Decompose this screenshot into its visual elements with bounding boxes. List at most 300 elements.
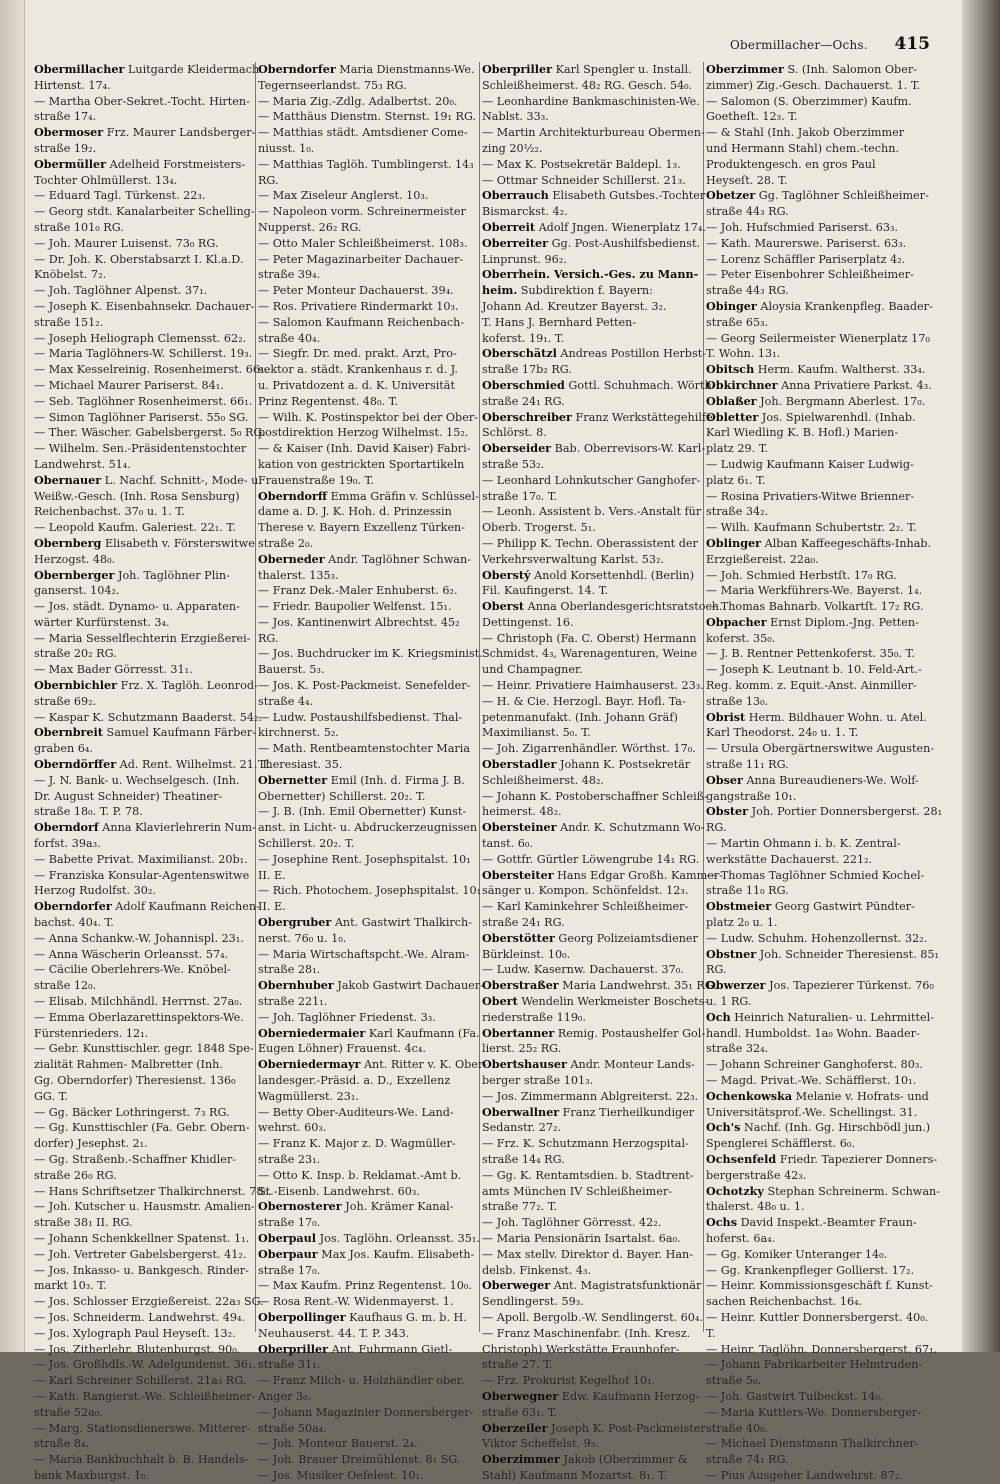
entry-text: Joseph K. Post-Packmeister: [551, 1421, 706, 1435]
directory-entry-line: [258, 315, 476, 331]
entry-text: — Christoph (Fa. C. Oberst) Hermann: [482, 631, 697, 645]
directory-entry-line: [706, 141, 924, 157]
directory-entry-line: [706, 725, 924, 741]
directory-entry-line: [34, 204, 255, 220]
entry-text: — & Kaiser (Inh. David Kaiser) Fabri-: [258, 442, 471, 456]
directory-entry-line: [258, 173, 476, 189]
entry-text: straße 27. T.: [482, 1358, 553, 1372]
entry-text: S. (Inh. Salomon Ober-: [787, 63, 917, 76]
directory-entry-line: [706, 773, 924, 789]
entry-surname: Oberreiter: [482, 235, 549, 250]
entry-text: postdirektion Herzog Wilhelmst. 15₂.: [258, 426, 469, 440]
entry-text: Ant. Magistratsfunktionär: [553, 1279, 702, 1293]
entry-text: — Rosina Privatiers-Witwe Brienner-: [706, 489, 915, 503]
directory-entry-line: [258, 994, 476, 1010]
directory-entry-line: [482, 504, 700, 520]
entry-text: Johann Ad. Kreutzer Bayerst. 3₂.: [482, 299, 667, 313]
entry-text: Weißw.-Gesch. (Inh. Rosa Sensburg): [34, 489, 240, 503]
directory-entry-line: [258, 425, 476, 441]
directory-entry-line: [706, 441, 924, 457]
entry-surname: Ochs: [706, 1215, 737, 1230]
directory-entry-line: [706, 1421, 924, 1437]
directory-entry-line: [482, 1420, 706, 1437]
entry-text: — Joh. Maurer Luisenst. 73₀ RG.: [34, 236, 219, 250]
directory-entry-line: [482, 489, 700, 505]
directory-entry-line: [258, 1357, 476, 1373]
directory-entry-line: [258, 1215, 476, 1231]
entry-text: — Jos. Kantinenwirt Albrechtst. 45₂: [258, 615, 460, 629]
entry-text: dorfer) Jesephst. 2₁.: [34, 1137, 148, 1151]
directory-entry-line: [706, 1026, 924, 1042]
entry-text: — Franziska Konsular-Agentenswitwe: [34, 868, 250, 882]
entry-text: Adolf Jngen. Wienerplatz 17₄.: [538, 220, 706, 234]
directory-entry-line: [258, 1468, 476, 1484]
entry-text: Bürkleinst. 10₀.: [482, 947, 571, 961]
directory-entry-line: [34, 804, 252, 820]
directory-entry-line: [706, 1088, 929, 1105]
entry-text: Jakob (Oberzimmer &: [563, 1453, 688, 1467]
entry-text: Karl Theodorst. 24₀ u. 1. T.: [706, 726, 859, 740]
entry-text: Bab. Oberrevisors-W. Karl-: [554, 442, 706, 456]
entry-text: straße 24₁ RG.: [482, 916, 565, 930]
entry-text: — Ludw. Schuhm. Hohenzollernst. 32₂.: [706, 931, 928, 945]
directory-entry-line: [34, 615, 252, 631]
directory-entry-line: [706, 552, 924, 568]
entry-text: — Gg. K. Rentamtsdien. b. Stadtrent-: [482, 1168, 694, 1182]
entry-surname: Oberzimmer: [706, 62, 784, 76]
directory-entry-line: [482, 1326, 700, 1342]
directory-entry-line: [34, 741, 252, 757]
directory-entry-line: [34, 915, 252, 931]
directory-entry-line: [258, 252, 476, 268]
entry-text: Erzgießereist. 22a₀.: [706, 552, 819, 566]
entry-text: platz 29. T.: [706, 442, 769, 456]
entry-text: — & Stahl (Inh. Jakob Oberzimmer: [706, 126, 905, 140]
directory-entry-line: [34, 1041, 252, 1057]
entry-text: — Gottfr. Gürtler Löwengrube 14₁ RG.: [482, 852, 700, 866]
directory-entry-line: [258, 694, 476, 710]
entry-text: — Leonh. Assistent b. Vers.-Anstalt für: [482, 505, 702, 519]
entry-text: Wagmüllerst. 23₁.: [258, 1089, 359, 1103]
entry-text: — Ludwig Kaufmann Kaiser Ludwig-: [706, 457, 914, 471]
directory-entry-line: [258, 773, 476, 789]
entry-text: — Ludw. Kasernw. Dachauerst. 37₀.: [482, 963, 684, 977]
entry-surname: Oberpriller: [482, 62, 553, 76]
directory-entry-line: [482, 141, 700, 157]
directory-entry-line: [258, 1263, 476, 1279]
directory-entry-line: [482, 78, 700, 94]
entry-text: Reg. komm. z. Equit.-Anst. Ainmiller-: [706, 679, 917, 693]
directory-entry-line: [482, 1389, 700, 1405]
entry-text: Heinrich Naturalien- u. Lehrmittel-: [734, 1010, 934, 1024]
directory-entry-line: [34, 504, 252, 520]
directory-entry-line: [706, 962, 924, 978]
directory-entry-line: [706, 915, 924, 931]
entry-text: und Champagner.: [482, 663, 583, 677]
directory-entry-line: [258, 710, 476, 726]
entry-text: Jakob Gastwirt Dachauer-: [337, 979, 484, 993]
entry-surname: Och: [706, 1009, 731, 1024]
entry-text: — Jos. Schlosser Erzgießereist. 22a₃ SG.: [34, 1295, 264, 1309]
directory-entry-line: [258, 331, 476, 347]
directory-entry-line: [482, 1278, 700, 1294]
entry-text: Universitätsprof.-We. Schellingst. 31.: [706, 1105, 918, 1119]
entry-text: straße 11₀ RG.: [706, 884, 789, 898]
directory-entry-line: [482, 804, 700, 820]
entry-text: — Rich. Photochem. Josephspitalst. 10₁: [258, 884, 482, 898]
directory-entry-line: [258, 1373, 476, 1389]
entry-text: kation von gestrickten Sportartikeln: [258, 457, 465, 471]
directory-entry-line: [482, 1105, 700, 1121]
entry-text: L. Nachf. Schnitt-, Mode- u.: [104, 473, 262, 487]
entry-text: — Georg stdt. Kanalarbeiter Schelling-: [34, 205, 255, 219]
directory-entry-line: [482, 1231, 700, 1247]
entry-text: — Maria Kuttlers-We. Donnersberger-: [706, 1405, 921, 1419]
entry-text: handl. Humboldst. 1a₀ Wohn. Baader-: [706, 1026, 920, 1040]
directory-entry-line: [706, 1294, 924, 1310]
directory-entry-line: [482, 678, 704, 694]
entry-text: straße 34₂.: [706, 505, 769, 519]
directory-entry-line: [34, 1089, 252, 1105]
directory-entry-line: [258, 1421, 476, 1437]
directory-entry-line: [482, 1089, 700, 1105]
directory-entry-line: [258, 931, 476, 947]
directory-column-4: [706, 62, 943, 1482]
entry-surname: Obermillacher: [34, 62, 125, 76]
directory-entry-line: [482, 394, 700, 410]
entry-text: — Max stellv. Direktor d. Bayer. Han-: [482, 1247, 694, 1261]
entry-text: — Gg. Bäcker Lothringerst. 7₃ RG.: [34, 1105, 230, 1119]
entry-text: dame a. D. J. K. Hoh. d. Prinzessin: [258, 505, 452, 519]
entry-text: straße 69₂.: [34, 694, 97, 708]
entry-text: — Joh. Hufschmied Pariserst. 63₃.: [706, 220, 899, 234]
directory-entry-line: [706, 283, 924, 299]
entry-text: — Martin Architekturbureau Obermen-: [482, 126, 705, 140]
entry-surname: Obitsch: [706, 362, 755, 377]
entry-surname: Oberndorff: [258, 488, 328, 503]
directory-entry-line: [482, 915, 700, 931]
entry-text: T.: [706, 1326, 716, 1340]
directory-entry-line: [482, 867, 723, 884]
entry-text: Melanie v. Hofrats- und: [795, 1089, 929, 1103]
directory-entry-line: [258, 283, 476, 299]
directory-entry-line: [258, 978, 484, 994]
entry-text: Therese v. Bayern Exzellenz Türken-: [258, 521, 466, 535]
directory-entry-line: [706, 188, 929, 204]
entry-text: Herzog Rudolfst. 30₂.: [34, 884, 156, 898]
entry-surname: Och's: [706, 1120, 741, 1135]
directory-entry-line: [706, 804, 943, 820]
entry-surname: Ochotzky: [706, 1183, 764, 1198]
entry-text: — Elisab. Milchhändl. Herrnst. 27a₀.: [34, 995, 243, 1009]
entry-text: Sedanstr. 27₂.: [482, 1121, 562, 1135]
directory-entry-line: [258, 1247, 476, 1263]
entry-text: Frz. X. Taglöh. Leonrod-: [120, 679, 258, 693]
directory-entry-line: [482, 1357, 700, 1373]
directory-entry-line: [258, 852, 476, 868]
directory-entry-line: [34, 757, 271, 773]
directory-entry-line: [34, 157, 252, 173]
entry-text: — Jos. Musiker Oefelest. 10₁.: [258, 1468, 424, 1482]
entry-text: lierst. 25₂ RG.: [482, 1042, 562, 1056]
directory-entry-line: [706, 820, 924, 836]
entry-text: — Jos. Zimmermann Ablgreiterst. 22₃.: [482, 1089, 699, 1103]
entry-text: — Max Ziseleur Anglerst. 10₃.: [258, 189, 429, 203]
entry-text: — Betty Ober-Auditeurs-We. Land-: [258, 1105, 454, 1119]
entry-text: GG. T.: [34, 1089, 68, 1103]
directory-entry-line: [482, 204, 700, 220]
entry-text: Bauerst. 5₃.: [258, 663, 325, 677]
entry-text: — Peter Magazinarbeiter Dachauer-: [258, 252, 464, 266]
entry-surname: Oberzeiler: [482, 1420, 548, 1435]
entry-text: — Johann Schreiner Ganghoferst. 80₃.: [706, 1058, 923, 1072]
entry-text: sektor a. städt. Krankenhaus r. d. J.: [258, 363, 458, 377]
entry-text: — Leonhardine Bankmaschinisten-We.: [482, 94, 700, 108]
entry-text: heimerst. 48₂.: [482, 805, 562, 819]
directory-entry-line: [258, 457, 476, 473]
entry-surname: Obpacher: [706, 614, 767, 629]
entry-text: Aloysia Krankenpfleg. Baader-: [760, 299, 933, 313]
directory-entry-line: [258, 883, 482, 899]
directory-entry-line: [706, 346, 924, 362]
directory-entry-line: [482, 219, 706, 236]
directory-entry-line: [258, 789, 476, 805]
entry-text: bergerstraße 42₃.: [706, 1168, 807, 1182]
entry-text: Maximilianst. 5₀. T.: [482, 726, 591, 740]
entry-text: tanst. 6₀.: [482, 837, 533, 851]
directory-entry-line: [706, 220, 924, 236]
entry-text: II. E.: [258, 900, 286, 914]
entry-text: — Ros. Privatiere Rindermarkt 10₃.: [258, 299, 459, 313]
directory-entry-line: [34, 852, 252, 868]
entry-surname: Obernbichler: [34, 678, 117, 693]
entry-text: thalerst. 48₀ u. 1.: [706, 1200, 805, 1214]
directory-entry-line: [482, 1057, 700, 1073]
entry-text: — Kath. Maurerswe. Pariserst. 63₃.: [706, 236, 907, 250]
entry-surname: Oberndorfer: [34, 899, 112, 914]
entry-text: Edw. Kaufmann Herzog-: [561, 1389, 700, 1403]
directory-entry-line: [482, 1310, 703, 1326]
directory-entry-line: [34, 883, 252, 899]
directory-entry-line: [258, 1105, 476, 1121]
entry-text: Heyseſt. 28. T.: [706, 173, 788, 187]
directory-entry-line: [706, 599, 924, 615]
entry-text: Samuel Kaufmann Färber-: [106, 726, 256, 740]
directory-entry-line: [258, 441, 476, 457]
entry-surname: Oberrauch: [482, 188, 549, 203]
entry-text: — Joseph K. Eisenbahnsekr. Dachauer-: [34, 299, 255, 313]
entry-text: — Joh. Kutscher u. Hausmstr. Amalien-: [34, 1200, 255, 1214]
entry-text: — Joh. Brauer Dreimühlenst. 8₁ SG.: [258, 1453, 461, 1467]
directory-entry-line: [482, 757, 700, 773]
directory-entry-line: [482, 836, 700, 852]
directory-entry-line: [34, 1120, 252, 1136]
directory-entry-line: [482, 1199, 700, 1215]
directory-entry-line: [34, 773, 252, 789]
entry-text: — Peter Monteur Dachauerst. 39₄.: [258, 284, 454, 298]
entry-text: u. 1 RG.: [706, 995, 752, 1009]
entry-text: Viktor Scheffelst. 9₃.: [482, 1437, 599, 1451]
entry-text: kirchnerst. 5₂.: [258, 726, 339, 740]
entry-text: hoferst. 6a₄.: [706, 1231, 776, 1245]
directory-entry-line: [706, 1199, 924, 1215]
directory-entry-line: [258, 1452, 476, 1468]
directory-entry-line: [482, 662, 700, 678]
directory-entry-line: [482, 1010, 700, 1026]
directory-entry-line: [482, 188, 706, 204]
column-divider: [255, 62, 256, 1332]
entry-surname: Obwerzer: [706, 978, 766, 993]
directory-entry-line: [34, 1263, 252, 1279]
directory-entry-line: [34, 694, 252, 710]
directory-entry-line: [706, 410, 924, 426]
entry-text: — Wilhelm. Sen.-Präsidentenstochter: [34, 442, 247, 456]
directory-entry-line: [258, 62, 476, 78]
entry-text: — Dr. Joh. K. Oberstabsarzt I. Kl.a.D.: [34, 252, 244, 266]
entry-text: — Napoleon vorm. Schreinermeister: [258, 205, 466, 219]
directory-entry-line: [258, 725, 476, 741]
entry-text: straße 39₄.: [258, 268, 321, 282]
entry-text: straße 17₀. T.: [482, 489, 558, 503]
entry-text: Eugen Löhner) Frauenst. 4c₄.: [258, 1042, 426, 1056]
entry-text: — Marg. Stationsdienerswe. Mitterer-: [34, 1421, 251, 1435]
entry-text: II. E.: [258, 868, 286, 882]
entry-text: Tegernseerlandst. 75₃ RG.: [258, 78, 407, 92]
entry-text: sänger u. Kompon. Schönfeldst. 12₃.: [482, 884, 689, 898]
entry-text: David Inspekt.-Beamter Fraun-: [740, 1216, 917, 1230]
entry-text: RG.: [258, 173, 279, 187]
directory-entry-line: [258, 1120, 476, 1136]
entry-text: — Martin Ohmann i. b. K. Zentral-: [706, 837, 901, 851]
directory-entry-line: [258, 804, 476, 820]
directory-entry-line: [482, 1452, 700, 1468]
directory-entry-line: [706, 1105, 924, 1121]
directory-entry-line: [258, 504, 476, 520]
entry-text: — Anna Schankw.-W. Johannispl. 23₁.: [34, 931, 244, 945]
entry-text: — Franz Milch- u. Holzhändler ober.: [258, 1374, 465, 1388]
directory-entry-line: [706, 62, 924, 78]
directory-entry-line: [482, 646, 700, 662]
entry-text: Gg. Oberndorfer) Theresienst. 136₀: [34, 1074, 236, 1087]
directory-entry-line: [34, 62, 263, 78]
page-number: 415: [894, 34, 930, 54]
entry-surname: Oberpaul: [258, 1230, 317, 1245]
entry-text: straße 17₀.: [258, 1263, 321, 1277]
entry-text: Herm. Bildhauer Wohn. u. Atel.: [748, 710, 927, 724]
entry-text: Gg. Post-Aushilfsbedienst.: [551, 236, 701, 250]
directory-entry-line: [706, 315, 924, 331]
directory-entry-line: [34, 109, 252, 125]
directory-entry-line: [34, 252, 252, 268]
entry-surname: Oberstý: [482, 567, 531, 582]
entry-text: — Friedr. Baupolier Welfenst. 15₁.: [258, 600, 452, 614]
entry-text: — Ottmar Schneider Schillerst. 21₃.: [482, 173, 686, 187]
entry-text: Ant. Gastwirt Thalkirch-: [334, 916, 472, 930]
directory-entry-line: [258, 1230, 480, 1247]
entry-text: Oberb. Trogerst. 5₁.: [482, 521, 596, 535]
entry-text: — Philipp K. Techn. Oberassistent der: [482, 536, 698, 550]
entry-text: Sendlingerst. 59₃.: [482, 1295, 584, 1309]
directory-entry-line: [706, 394, 924, 410]
directory-entry-line: [706, 1342, 938, 1358]
entry-text: Theresiast. 35.: [258, 758, 343, 772]
entry-text: straße 4₄.: [258, 694, 314, 708]
directory-column-2: [258, 62, 488, 1482]
directory-entry-line: [258, 188, 476, 204]
directory-entry-line: [258, 220, 476, 236]
directory-entry-line: [258, 583, 476, 599]
directory-entry-line: [34, 1468, 252, 1484]
directory-entry-line: [258, 299, 476, 315]
entry-text: Alban Kaffeegeschäfts-Inhab.: [764, 536, 932, 550]
directory-entry-line: [706, 1183, 941, 1200]
directory-entry-line: [34, 947, 252, 963]
directory-entry-line: [482, 267, 700, 283]
entry-text: Verkehrsverwaltung Karlst. 53₂.: [482, 552, 665, 566]
entry-surname: Obstmeier: [706, 899, 772, 914]
directory-entry-line: [706, 694, 924, 710]
entry-text: Dr. August Schneider) Theatiner-: [34, 789, 223, 803]
entry-text: Anna Oberlandesgerichtsratstoch.: [527, 600, 723, 614]
entry-surname: Oberseider: [482, 441, 552, 456]
directory-entry-line: [258, 1436, 476, 1452]
entry-text: — Maria Wirtschaftspcht.-We. Alram-: [258, 947, 470, 961]
directory-entry-line: [482, 1152, 700, 1168]
directory-entry-line: [34, 1231, 252, 1247]
entry-text: — Wilh. K. Postinspektor bei der Ober-: [258, 410, 478, 424]
entry-text: landesger.-Präsid. a. D., Exzellenz: [258, 1074, 451, 1087]
entry-text: — Rosa Rent.-W. Widenmayerst. 1.: [258, 1295, 454, 1309]
entry-text: Kaufhaus G. m. b. H.: [349, 1310, 467, 1324]
directory-entry-line: [706, 473, 924, 489]
entry-text: — Jos. Schneiderm. Landwehrst. 49₄.: [34, 1310, 246, 1324]
entry-text: Neuhauserst. 44. T. P. 343.: [258, 1326, 410, 1340]
entry-text: Schleißheimerst. 48₂.: [482, 773, 604, 787]
directory-entry-line: [706, 1357, 924, 1373]
directory-entry-line: [34, 631, 252, 647]
directory-entry-line: [482, 978, 717, 994]
entry-text: Franz Werkstättegehilfe: [575, 410, 713, 424]
entry-text: T. Hans J. Bernhard Petten-: [482, 315, 637, 329]
directory-entry-line: [706, 1120, 931, 1136]
entry-text: anst. in Licht- u. Abdruckerzeugnissen: [258, 821, 478, 835]
entry-text: — Eduard Tagl. Türkenst. 22₃.: [34, 189, 206, 203]
entry-text: — Otto K. Insp. b. Reklamat.-Amt b.: [258, 1168, 462, 1182]
entry-text: — Wilh. Kaufmann Schubertstr. 2₂. T.: [706, 521, 917, 535]
directory-entry-line: [34, 410, 252, 426]
directory-entry-line: [258, 394, 476, 410]
directory-entry-line: [258, 1073, 476, 1089]
directory-entry-line: [706, 615, 924, 631]
entry-text: delsb. Finkenst. 4₃.: [482, 1263, 592, 1277]
entry-text: Joh. Krämer Kanal-: [345, 1200, 454, 1214]
entry-surname: Oberniedermaier: [258, 1025, 366, 1040]
directory-entry-line: [482, 1247, 700, 1263]
entry-text: straße 52a₀.: [34, 1405, 103, 1419]
entry-text: straße 18₀. T. P. 78.: [34, 805, 143, 819]
entry-surname: Obstner: [706, 946, 757, 961]
entry-text: — Heinr. Kommissionsgeschäft f. Kunst-: [706, 1279, 933, 1293]
directory-entry-line: [34, 188, 252, 204]
entry-text: — Maria Pensionärin Isartalst. 6a₀.: [482, 1231, 681, 1245]
entry-surname: Obernbreit: [34, 725, 103, 740]
entry-text: Andr. Monteur Lands-: [570, 1058, 695, 1072]
directory-entry-line: [34, 520, 252, 536]
entry-text: Anger 3₀.: [258, 1389, 312, 1403]
directory-entry-line: [258, 820, 476, 836]
entry-text: — Maria Zig.-Zdlg. Adalbertst. 20₀.: [258, 94, 458, 108]
directory-entry-line: [34, 425, 266, 441]
